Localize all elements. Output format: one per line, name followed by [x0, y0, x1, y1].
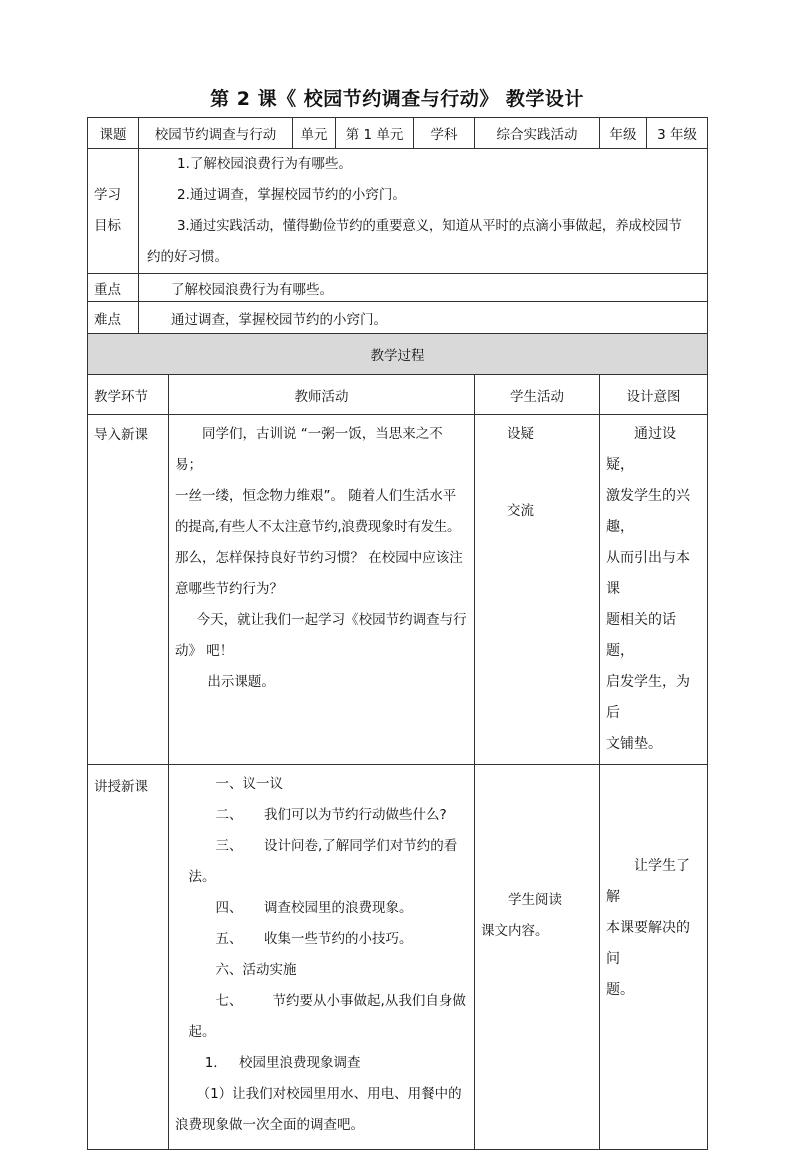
teacher-line: 同学们，古训说 “一粥一饭，当思来之不易； [175, 426, 443, 473]
col-student: 学生活动 [475, 375, 600, 415]
teacher-line: 那么，怎样保持良好节约习惯？ 在校园中应该注 [175, 550, 463, 566]
intent-line: 让学生了解 [606, 858, 691, 905]
unit-label: 单元 [293, 118, 336, 149]
teacher-line: 动》 吧！ [175, 643, 234, 659]
difficulty-text: 通过调查，掌握校园节约的小窍门。 [139, 302, 708, 334]
teacher-line: （1）让我们对校园里用水、用电、用餐中的 [196, 1086, 462, 1102]
col-intent: 设计意图 [600, 375, 708, 415]
key-point-text: 了解校园浪费行为有哪些。 [139, 274, 708, 302]
teacher-line: 1. 校园里浪费现象调查 [204, 1055, 361, 1071]
intent-line: 启发学生，为后 [606, 674, 691, 721]
subject-label: 学科 [414, 118, 475, 149]
student-line: 学生阅读 [508, 892, 562, 908]
teacher-line: 今天，就让我们一起学习《校园节约调查与行 [196, 612, 467, 628]
lecture-row [88, 765, 708, 1150]
intro-student [475, 415, 600, 765]
teacher-line: 法。 [188, 869, 216, 885]
key-point-row [88, 274, 708, 302]
process-header: 教学过程 [88, 334, 708, 375]
teacher-line: 七、 节约要从小事做起,从我们自身做 [215, 993, 466, 1009]
teacher-line: 二、 我们可以为节约行动做些什么? [215, 807, 447, 823]
lecture-student [475, 765, 600, 1150]
header-row [88, 118, 708, 149]
teacher-line: 的提高,有些人不太注意节约,浪费现象时有发生。 [175, 519, 461, 535]
intent-line: 通过设疑， [606, 426, 677, 473]
grade-label: 年级 [600, 118, 647, 149]
topic-label: 课题 [88, 118, 139, 149]
column-header-row [88, 375, 708, 415]
objective-item: 2.通过调查，掌握校园节约的小窍门。 [177, 187, 406, 203]
lecture-teacher [169, 765, 475, 1150]
intent-line: 从而引出与本课 [606, 550, 691, 597]
objective-item: 1.了解校园浪费行为有哪些。 [177, 156, 352, 172]
teacher-line: 三、 设计问卷,了解同学们对节约的看 [215, 838, 458, 854]
intro-row [88, 415, 708, 765]
objective-item: 约的好习惯。 [147, 249, 228, 265]
intent-line: 文铺垫。 [606, 736, 663, 752]
process-header-row [88, 334, 708, 375]
subject-value: 综合实践活动 [475, 118, 600, 149]
grade-value: 3 年级 [647, 118, 708, 149]
objectives-label-line: 学习 [94, 187, 121, 203]
objectives-row [88, 149, 708, 274]
teacher-line: 一、议一议 [215, 776, 283, 792]
topic-value: 校园节约调查与行动 [139, 118, 293, 149]
difficulty-row [88, 302, 708, 334]
intro-teacher [169, 415, 475, 765]
objectives-label [88, 149, 139, 274]
teacher-line: 意哪些节约行为？ [175, 581, 283, 597]
intro-stage: 导入新课 [88, 415, 169, 765]
lecture-intent [600, 765, 708, 1150]
unit-value: 第 1 单元 [336, 118, 414, 149]
student-line: 设疑 [507, 426, 534, 442]
teacher-line: 五、 收集一些节约的小技巧。 [215, 931, 413, 947]
intent-line: 题。 [606, 982, 635, 998]
col-teacher: 教师活动 [169, 375, 475, 415]
teacher-line: 出示课题。 [207, 674, 275, 690]
student-line: 课文内容。 [481, 923, 549, 939]
objectives-content [139, 149, 708, 274]
objective-item: 3.通过实践活动，懂得勤俭节约的重要意义，知道从平时的点滴小事做起，养成校园节 [177, 218, 682, 234]
intent-line: 题相关的话题， [606, 612, 677, 659]
key-point-label: 重点 [88, 274, 139, 302]
teacher-line: 六、活动实施 [215, 962, 297, 978]
teacher-line: 一丝一缕，恒念物力维艰”。 随着人们生活水平 [175, 488, 457, 504]
lecture-stage: 讲授新课 [88, 765, 169, 1150]
col-stage: 教学环节 [88, 375, 169, 415]
student-line: 交流 [507, 503, 534, 519]
intent-line: 激发学生的兴趣， [606, 488, 691, 535]
difficulty-label: 难点 [88, 302, 139, 334]
lesson-plan-table [87, 117, 708, 1150]
intro-intent [600, 415, 708, 765]
page-title: 第 2 课《 校园节约调查与行动》 教学设计 [210, 88, 584, 110]
objectives-label-line: 目标 [94, 218, 121, 234]
teacher-line: 浪费现象做一次全面的调查吧。 [175, 1117, 364, 1133]
teacher-line: 起。 [188, 1024, 216, 1040]
intent-line: 本课要解决的问 [606, 920, 691, 967]
teacher-line: 四、 调查校园里的浪费现象。 [215, 900, 413, 916]
